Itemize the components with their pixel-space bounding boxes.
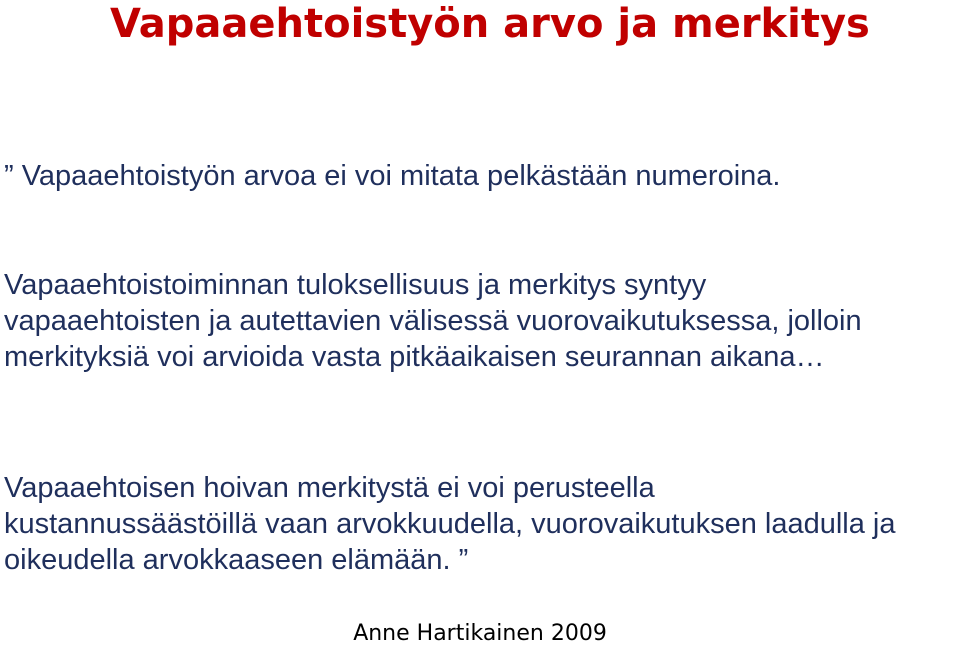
text-line: merkityksiä voi arvioida vasta pitkäaikaisen seurannan aikana… — [4, 341, 825, 373]
text-line: Vapaaehtoisen hoivan merkitystä ei voi perusteella — [4, 472, 655, 504]
text-line: kustannussäästöillä vaan arvokkuudella, vuorovaikutuksen laadulla ja — [4, 508, 896, 540]
text-line: oikeudella arvokkaaseen elämään. ” — [4, 544, 469, 576]
text-line: ” Vapaaehtoistyön arvoa ei voi mitata pelkästään numeroina. — [4, 160, 781, 192]
slide-title: Vapaaehtoistyön arvo ja merkitys — [110, 1, 870, 47]
text-line: vapaaehtoisten ja autettavien välisessä vuorovaikutuksessa, jolloin — [4, 305, 862, 337]
quote-paragraph-results — [4, 267, 960, 375]
quote-author: Anne Hartikainen 2009 — [353, 621, 607, 646]
text-line: Vapaaehtoistoiminnan tuloksellisuus ja merkitys syntyy — [4, 269, 707, 301]
quote-paragraph-care — [4, 470, 960, 578]
quote-opening-line — [4, 158, 960, 194]
